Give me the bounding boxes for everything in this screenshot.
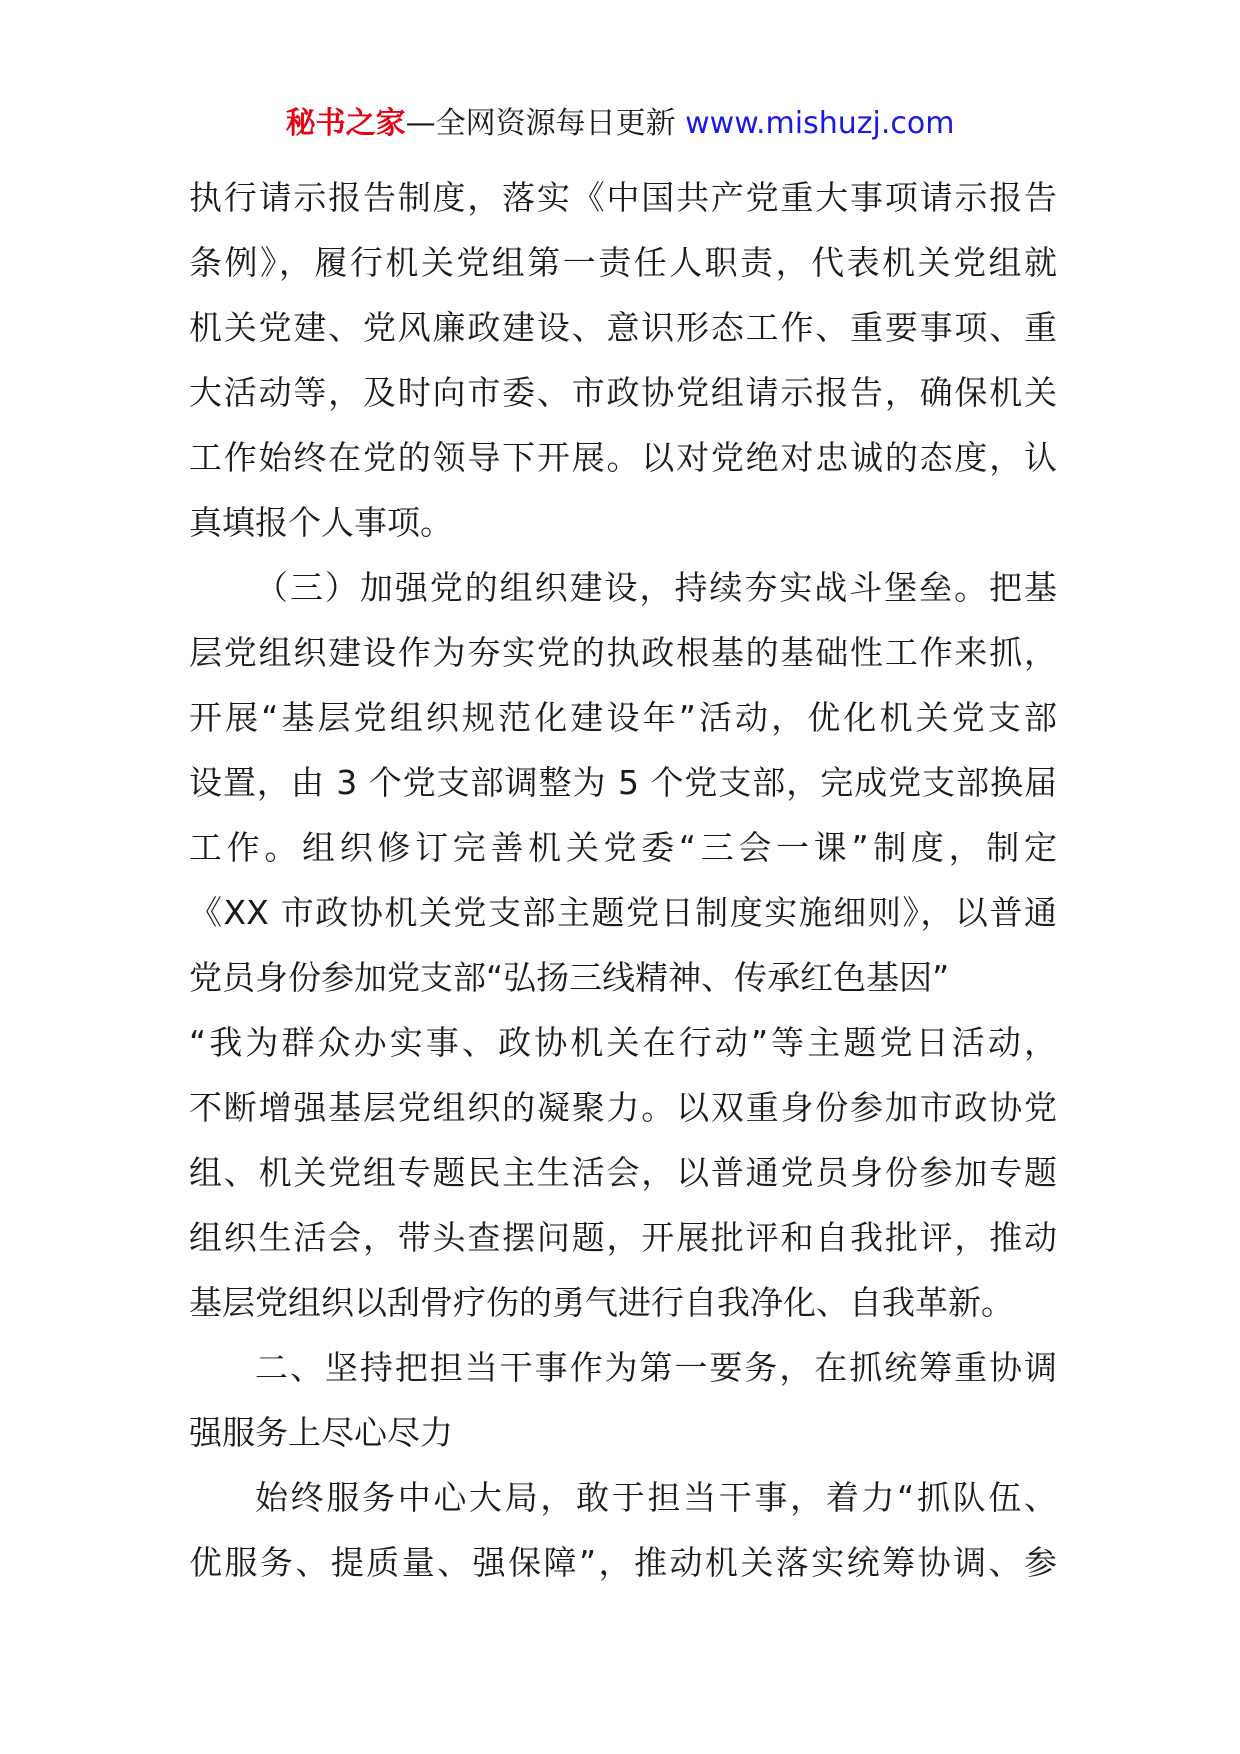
body-line: 基层党组织以刮骨疗伤的勇气进行自我净化、自我革新。 (189, 1283, 1014, 1322)
body-line: 不断增强基层党组织的凝聚力。以双重身份参加市政协党 (189, 1088, 1057, 1127)
header-url[interactable]: www.mishuzj.com (685, 106, 955, 141)
body-line: 组、机关党组专题民主生活会，以普通党员身份参加专题 (189, 1153, 1057, 1192)
section-heading-2-cont: 强服务上尽心尽力 (189, 1413, 453, 1452)
body-line: “我为群众办实事、政协机关在行动”等主题党日活动， (189, 1023, 1057, 1062)
body-line: 真填报个人事项。 (189, 503, 453, 542)
section-heading-3: （三）加强党的组织建设，持续夯实战斗堡垒。把基 (255, 568, 1057, 607)
body-line: 机关党建、党风廉政建设、意识形态工作、重要事项、重 (189, 308, 1057, 347)
body-line: 党员身份参加党支部“弘扬三线精神、传承红色基因” (189, 958, 950, 997)
body-line: 工作始终在党的领导下开展。以对党绝对忠诚的态度，认 (189, 438, 1057, 477)
body-line: 开展“基层党组织规范化建设年”活动，优化机关党支部 (189, 698, 1057, 737)
header-tagline: —全网资源每日更新 (405, 106, 676, 141)
body-line: 执行请示报告制度，落实《中国共产党重大事项请示报告 (189, 178, 1057, 217)
body-line: 工作。组织修订完善机关党委“三会一课”制度，制定 (189, 828, 1057, 867)
page-header (0, 104, 1240, 144)
body-line: 层党组织建设作为夯实党的执政根基的基础性工作来抓， (189, 633, 1057, 672)
header-brand: 秘书之家 (285, 106, 406, 141)
body-line: 大活动等，及时向市委、市政协党组请示报告，确保机关 (189, 373, 1057, 412)
body-line: 《XX 市政协机关党支部主题党日制度实施细则》，以普通 (189, 893, 1057, 932)
body-line: 设置，由 3 个党支部调整为 5 个党支部，完成党支部换届 (189, 763, 1057, 802)
body-line: 优服务、提质量、强保障”，推动机关落实统筹协调、参 (189, 1543, 1057, 1582)
body-line: 始终服务中心大局，敢于担当干事，着力“抓队伍、 (255, 1478, 1057, 1517)
body-line: 条例》，履行机关党组第一责任人职责，代表机关党组就 (189, 243, 1057, 282)
document-body (189, 165, 1057, 1595)
section-heading-2: 二、坚持把担当干事作为第一要务，在抓统筹重协调 (255, 1348, 1057, 1387)
body-line: 组织生活会，带头查摆问题，开展批评和自我批评，推动 (189, 1218, 1057, 1257)
